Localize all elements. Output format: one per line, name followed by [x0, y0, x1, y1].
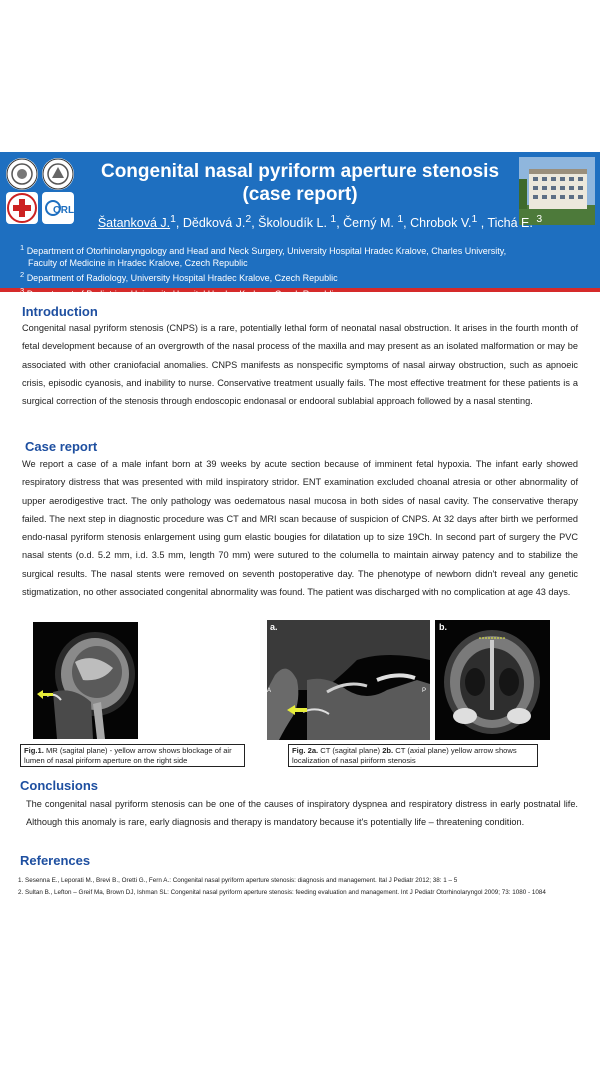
panel-b-label: b.: [439, 622, 447, 632]
svg-text:ORL: ORL: [53, 205, 74, 216]
panel-a-label: a.: [270, 622, 278, 632]
orl-logo: [42, 192, 74, 224]
logo-group: [6, 158, 80, 224]
title-line-2: (case report): [242, 184, 358, 205]
fig1-caption: Fig.1. MR (sagital plane) - yellow arrow shows blockage of air lumen of nasal piriform aperture on the right side: [20, 744, 245, 767]
references-heading: References: [20, 853, 91, 868]
affiliation-2: $^2$ Department of Radiology, University Hospital Hradec Kralove, Czech Republic: [20, 270, 338, 283]
faculty-seal-logo: [42, 158, 74, 190]
author-name: Dědková J.: [182, 216, 246, 231]
author-name: Tichá E.: [487, 216, 537, 231]
author-list: Šatanková J.$^1$, Dědková J.$^2$, Školoudík L. $^1$, Černý M. $^1$, Chrobok V.$^1$ , Tichá E. $^3$: [97, 214, 543, 231]
introduction-heading: Introduction: [22, 304, 98, 319]
affiliations: [20, 242, 580, 300]
affiliation-1-cont: Faculty of Medicine in Hradec Kralove, Czech Republic: [28, 257, 248, 268]
ct-sagittal-image: [267, 620, 430, 740]
ct-posterior-marker: P: [422, 688, 427, 694]
case-report-heading: Case report: [25, 439, 98, 454]
author-name: Černý M.: [343, 216, 398, 231]
author-affil: 1: [397, 214, 404, 225]
author-affil: 1: [471, 214, 478, 225]
case-report-text: We report a case of a male infant born at 39 weeks by acute section because of imminent fetal hypoxia. The infant early showed respiratory distress that was presented with mild inspiratory stridor. ENT examination excluded choanal atresia or other abnormality of upper aerodigestive tract. The only pathology was oedematous nasal mucosa in both sides of nasal cavity. The conservative therapy failed. The next step in diagnostic procedure was CT and MRI scan because of suspicion of CNPS. At 32 days after birth we performed endo-nasal pyriform stenosis enlargement using gum elastic bougies for dilatation up to size 19Ch. In second part of surgery the PVC nasal stents (o.d. 5.2 mm, i.d. 3.5 mm, length 70 mm) were sutured to the columella to maintain airway patency and to stabilize the surgical results. The nasal stents were removed on seventh postoperative day. The phenotype of newborn didn't reveal any genetic stigmatization, no other associated congenital abnormality was found. The patient was discharged with no complication at age 43 days.: [22, 459, 578, 598]
affiliation-1: $^1$ Department of Otorhinolaryngology and Head and Neck Surgery, University Hospital Hradec Kralove, Charles University,: [20, 243, 507, 256]
reference-list: [18, 875, 584, 898]
ct-axial-image: [435, 620, 550, 740]
conclusions-heading: Conclusions: [20, 778, 99, 793]
author-affil: 2: [245, 214, 252, 225]
author-affil: 3: [536, 214, 543, 225]
author-name: Školoudík L.: [258, 216, 331, 231]
university-seal-logo: [6, 158, 38, 190]
reference-item: 1. Sesenna E., Leporati M., Brevi B., Oretti G., Fern A.: Congenital nasal pyriform aperture stenosis: diagnosis and management. Ital J Pediatr 2012; 38: 1 – 5: [18, 877, 458, 884]
poster-title: [80, 160, 520, 206]
author-affil: 1: [330, 214, 337, 225]
fig2-caption: Fig. 2a. CT (sagital plane) 2b. CT (axial plane) yellow arrow shows localization of nasal piriform stenosis: [288, 744, 538, 767]
reference-item: 2. Sultan B., Lefton – Greif Ma, Brown DJ, Ishman SL: Congenital nasal pyriform aperture stenosis: feeding evaluation and management. Int J Pediatr Otorhinolaryngol 2009; 73: 1080 - 1084: [18, 888, 546, 896]
mri-sagittal-image: [33, 622, 138, 739]
affiliation-3: $^3$ Department of Pediatrics, University Hospital Hradec Kralove, Czech Republic: [20, 285, 338, 299]
introduction-text: Congenital nasal pyriform stenosis (CNPS) is a rare, potentially lethal form of neonatal nasal obstruction. It arises in the fourth month of fetal development because of an overgrowth of the nasal process of the maxilla and may present as an isolated malformation or may be associated with other craniofacial anomalies. CNPS manifests as nonspecific symptoms of nasal airway obstruction, such as apnoeic crisis, episodic cyanosis, and inability to nurse. Conservative treatment usually fails. The most effective treatment for these patients is a surgical correction of the stenosis through endoscopic endonasal or endooral sublabial approach followed by a nasal stenting.: [22, 323, 578, 407]
hospital-cross-logo: [6, 192, 38, 224]
ct-anterior-marker: A: [267, 688, 272, 694]
author-affil: 1: [170, 214, 176, 225]
author-name: Šatanková J.: [97, 216, 171, 231]
title-line-1: Congenital nasal pyriform aperture stenosis: [100, 161, 500, 182]
author-name: Chrobok V.: [410, 216, 472, 231]
conclusions-text: The congenital nasal pyriform stenosis can be one of the causes of inspiratory dyspnea and respiratory distress in early postnatal life. Although this anomaly is rare, early diagnosis and therapy is mandatory because it's potentially life – threatening condition.: [26, 799, 578, 828]
